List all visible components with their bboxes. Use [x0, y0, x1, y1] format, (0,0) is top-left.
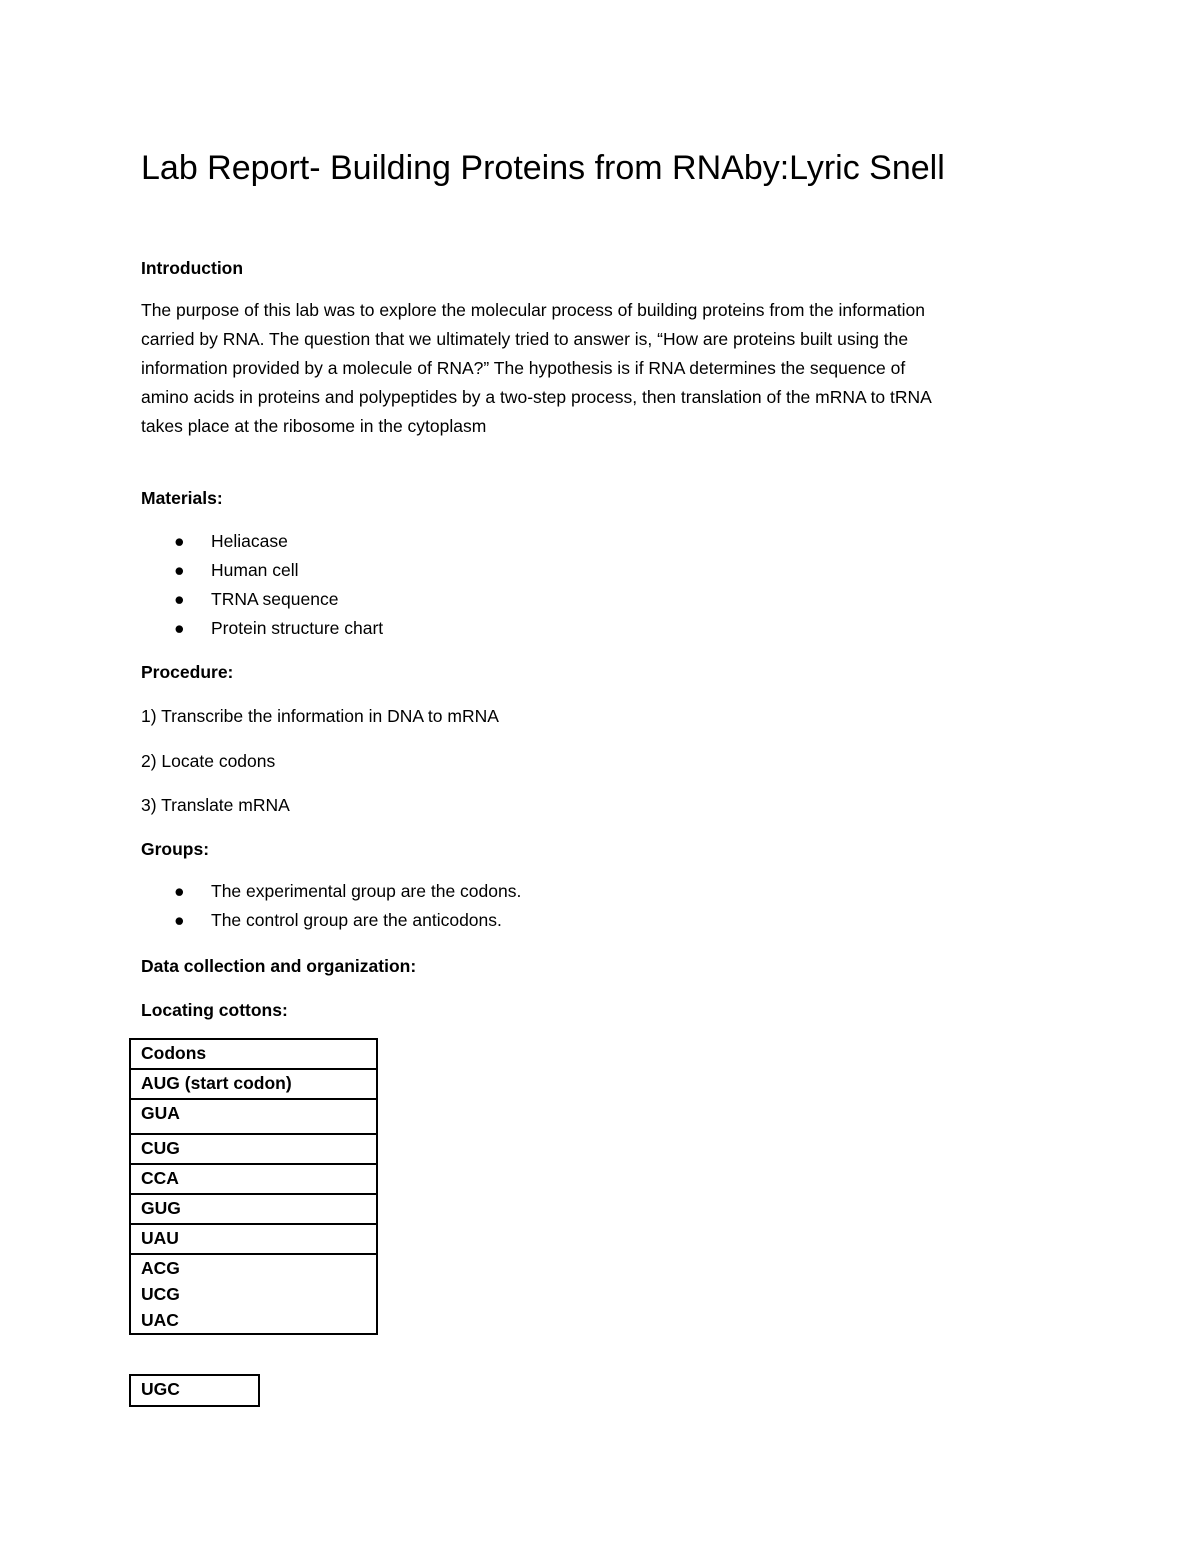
codons-table: [129, 1038, 378, 1335]
table-cell: UGC: [130, 1375, 259, 1406]
groups-item: The control group are the anticodons.: [211, 910, 502, 930]
introduction-line: amino acids in proteins and polypeptides by a two-step process, then translation of the mRNA to tRNA: [141, 387, 932, 407]
table-cell: [130, 1254, 377, 1334]
procedure-step: 1) Transcribe the information in DNA to mRNA: [141, 706, 499, 726]
materials-heading: Materials:: [141, 488, 223, 508]
materials-item: Human cell: [211, 560, 299, 580]
table-row: [130, 1164, 377, 1194]
page-title: Lab Report- Building Proteins from RNAby:Lyric Snell: [141, 149, 945, 187]
introduction-line: carried by RNA. The question that we ultimately tried to answer is, “How are proteins built using the: [141, 329, 909, 349]
materials-item: Heliacase: [211, 531, 288, 551]
table-cell: GUA: [130, 1099, 377, 1134]
list-item: [141, 585, 383, 614]
procedure-heading: Procedure:: [141, 662, 234, 682]
procedure-step: 3) Translate mRNA: [141, 795, 290, 815]
materials-item: TRNA sequence: [211, 589, 339, 609]
table-cell: CUG: [130, 1134, 377, 1164]
bullet-icon: ●: [174, 618, 185, 638]
bullet-icon: ●: [174, 881, 185, 901]
groups-list: [141, 877, 521, 935]
table-cell-line: UAC: [141, 1310, 179, 1330]
table-cell-line: UCG: [141, 1284, 180, 1304]
materials-list: [141, 527, 383, 643]
table-row: [130, 1039, 377, 1069]
introduction-heading: Introduction: [141, 258, 244, 278]
list-item: [141, 527, 383, 556]
table-row: [130, 1375, 259, 1406]
table-row: [130, 1099, 377, 1134]
procedure-step: 2) Locate codons: [141, 751, 276, 771]
table-row: [130, 1134, 377, 1164]
materials-item: Protein structure chart: [211, 618, 384, 638]
groups-item: The experimental group are the codons.: [211, 881, 522, 901]
introduction-paragraph: [141, 296, 1071, 441]
list-item: [141, 906, 521, 935]
table-row: [130, 1069, 377, 1099]
table-cell: CCA: [130, 1164, 377, 1194]
table-cell-line: ACG: [141, 1258, 180, 1278]
table-row: [130, 1224, 377, 1254]
table-row: [130, 1194, 377, 1224]
list-item: [141, 614, 383, 643]
table-cell: Codons: [130, 1039, 377, 1069]
table-cell: GUG: [130, 1194, 377, 1224]
bullet-icon: ●: [174, 910, 185, 930]
introduction-line: information provided by a molecule of RNA?” The hypothesis is if RNA determines the sequence of: [141, 358, 906, 378]
bullet-icon: ●: [174, 531, 185, 551]
groups-heading: Groups:: [141, 839, 210, 859]
list-item: [141, 877, 521, 906]
table-cell: AUG (start codon): [130, 1069, 377, 1099]
introduction-line: The purpose of this lab was to explore the molecular process of building proteins from the information: [141, 300, 926, 320]
list-item: [141, 556, 383, 585]
bullet-icon: ●: [174, 589, 185, 609]
extra-codon-table: [129, 1374, 260, 1407]
locating-heading: Locating cottons:: [141, 1000, 288, 1020]
bullet-icon: ●: [174, 560, 185, 580]
table-row: [130, 1254, 377, 1334]
data-collection-heading: Data collection and organization:: [141, 956, 417, 976]
introduction-line: takes place at the ribosome in the cytoplasm: [141, 416, 487, 436]
table-cell: UAU: [130, 1224, 377, 1254]
